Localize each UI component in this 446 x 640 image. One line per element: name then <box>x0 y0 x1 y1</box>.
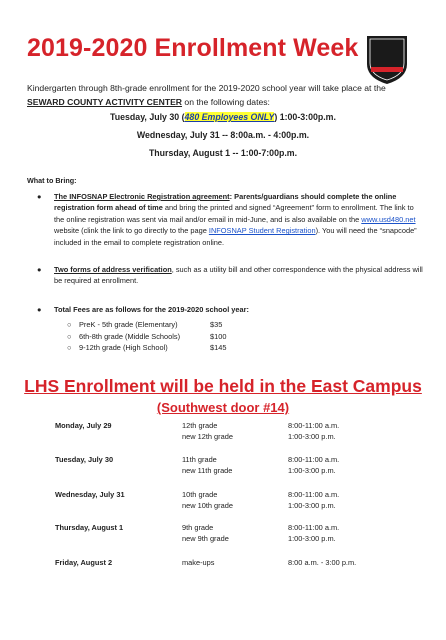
circle-bullet-icon: ○ <box>67 320 72 329</box>
page-title: 2019-2020 Enrollment Week <box>27 34 359 62</box>
intro-text: Kindergarten through 8th-grade enrollment for the 2019-2020 school year will take place at the <box>27 83 386 93</box>
intro-text-end: on the following dates: <box>182 96 270 107</box>
fees-heading: Total Fees are as follows for the 2019-2020 school year: <box>54 305 249 314</box>
usd480-logo <box>363 34 411 86</box>
date-line: Wednesday, July 31 -- 8:00a.m. - 4:00p.m. <box>136 130 310 140</box>
bullet-dot-icon: ● <box>37 305 42 314</box>
bullet-fees <box>37 304 423 316</box>
bullet-dot-icon: ● <box>37 265 42 274</box>
date-line: Thursday, August 1 -- 1:00-7:00p.m. <box>148 148 298 158</box>
employees-only-highlight: 480 Employees ONLY <box>184 112 275 122</box>
address-heading: Two forms of address verification <box>54 265 172 274</box>
circle-bullet-icon: ○ <box>67 331 72 341</box>
date-line: Tuesday, July 30 (480 Employees ONLY) 1:00-3:00p.m. <box>110 112 336 122</box>
usd480-link[interactable]: www.usd480.net <box>361 214 416 224</box>
bullet-address-verification: ● Two forms of address verification, such as a utility bill and other correspondence with the physical address will be required at enrollment. <box>37 265 423 286</box>
infosnap-registration-link[interactable]: INFOSNAP Student Registration <box>208 226 316 236</box>
bullet-infosnap: ● The INFOSNAP Electronic Registration agreement: Parents/guardians should complete the online registration form ahead of time and bring the printed and signed “Agreement” form to enrollment. The link to the online registration was sent via mail and/or email in mid-June, and is also available on the www.usd480.net website (clink the link to go directly to the page INFOSNAP Student Registration). You will need the “snapcode” included in the email to complete registration online. <box>37 192 417 247</box>
bullet-dot-icon: ● <box>37 192 42 201</box>
lhs-enrollment-heading: LHS Enrollment will be held in the East Campus <box>24 376 422 396</box>
intro-paragraph <box>27 82 419 109</box>
infosnap-heading: The INFOSNAP Electronic Registration agreement <box>54 192 230 201</box>
what-to-bring-heading: What to Bring: <box>27 176 77 185</box>
door-subheading: (Southwest door #14) <box>156 400 290 415</box>
location-name: SEWARD COUNTY ACTIVITY CENTER <box>27 96 183 107</box>
circle-bullet-icon: ○ <box>67 343 72 352</box>
